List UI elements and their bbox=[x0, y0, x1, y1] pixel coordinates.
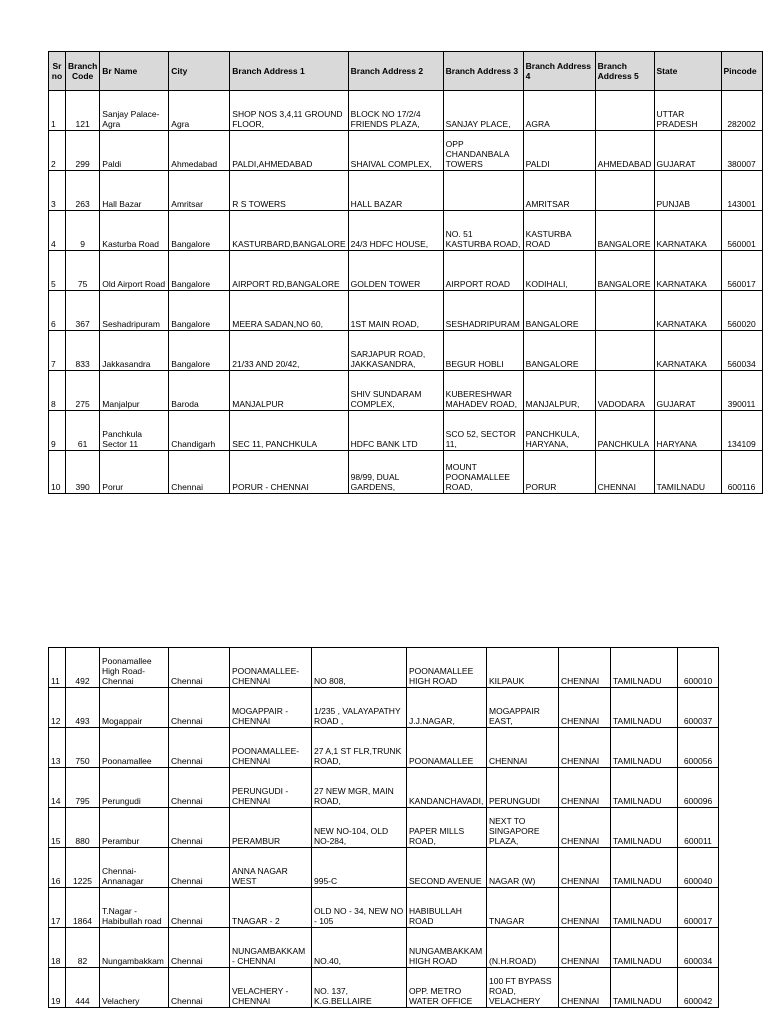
cell-address-3: KANDANCHAVADI, bbox=[407, 768, 487, 808]
cell-br-name: Mogappair bbox=[100, 688, 169, 728]
table-row bbox=[49, 331, 763, 371]
cell-address-3: POONAMALLEE HIGH ROAD bbox=[407, 648, 487, 688]
cell-city: Chennai bbox=[169, 928, 230, 968]
cell-address-5: CHENNAI bbox=[559, 648, 611, 688]
cell-state: HARYANA bbox=[654, 411, 721, 451]
cell-sr-no: 12 bbox=[49, 688, 66, 728]
cell-city: Chandigarh bbox=[169, 411, 230, 451]
cell-address-1: VELACHERY - CHENNAI bbox=[230, 968, 312, 1008]
table-row bbox=[49, 768, 719, 808]
cell-pincode: 134109 bbox=[721, 411, 762, 451]
cell-address-2: HDFC BANK LTD bbox=[348, 411, 443, 451]
cell-address-3: OPP. METRO WATER OFFICE bbox=[407, 968, 487, 1008]
cell-address-1: MANJALPUR bbox=[230, 371, 348, 411]
cell-address-5: CHENNAI bbox=[559, 768, 611, 808]
table-row bbox=[49, 728, 719, 768]
cell-address-2: 98/99, DUAL GARDENS, bbox=[348, 451, 443, 494]
cell-address-2: SHIV SUNDARAM COMPLEX, bbox=[348, 371, 443, 411]
cell-state: TAMILNADU bbox=[611, 968, 678, 1008]
table-row bbox=[49, 848, 719, 888]
cell-address-1: PERAMBUR bbox=[230, 808, 312, 848]
col-header-state: State bbox=[654, 52, 721, 91]
cell-address-1: PORUR - CHENNAI bbox=[230, 451, 348, 494]
cell-address-2: 1ST MAIN ROAD, bbox=[348, 291, 443, 331]
cell-address-5: CHENNAI bbox=[559, 728, 611, 768]
cell-address-2: HALL BAZAR bbox=[348, 171, 443, 211]
cell-br-name: Sanjay Palace-Agra bbox=[100, 91, 169, 131]
cell-branch-code: 1225 bbox=[66, 848, 100, 888]
cell-state: TAMILNADU bbox=[611, 888, 678, 928]
cell-address-5: CHENNAI bbox=[559, 808, 611, 848]
cell-address-4: PALDI bbox=[523, 131, 595, 171]
cell-state: TAMILNADU bbox=[654, 451, 721, 494]
cell-br-name: Chennai-Annanagar bbox=[100, 848, 169, 888]
cell-address-3: POONAMALLEE bbox=[407, 728, 487, 768]
branch-table-2 bbox=[48, 647, 719, 1008]
cell-br-name: Hall Bazar bbox=[100, 171, 169, 211]
cell-city: Chennai bbox=[169, 848, 230, 888]
cell-address-2: SHAIVAL COMPLEX, bbox=[348, 131, 443, 171]
cell-address-4: BANGALORE bbox=[523, 331, 595, 371]
cell-address-1: PALDI,AHMEDABAD bbox=[230, 131, 348, 171]
cell-address-5: AHMEDABAD bbox=[595, 131, 654, 171]
col-header-br-name: Br Name bbox=[100, 52, 169, 91]
cell-pincode: 600011 bbox=[678, 808, 719, 848]
cell-sr-no: 6 bbox=[49, 291, 66, 331]
cell-address-2: NO.40, bbox=[312, 928, 407, 968]
cell-address-3: KUBERESHWAR MAHADEV ROAD, bbox=[443, 371, 523, 411]
cell-sr-no: 7 bbox=[49, 331, 66, 371]
cell-address-5 bbox=[595, 91, 654, 131]
col-header-address-1: Branch Address 1 bbox=[230, 52, 348, 91]
cell-br-name: Poonamallee High Road-Chennai bbox=[100, 648, 169, 688]
cell-address-2: OLD NO - 34, NEW NO - 105 bbox=[312, 888, 407, 928]
cell-address-4: NAGAR (W) bbox=[487, 848, 559, 888]
cell-pincode: 600042 bbox=[678, 968, 719, 1008]
cell-address-5: CHENNAI bbox=[559, 928, 611, 968]
cell-state: TAMILNADU bbox=[611, 728, 678, 768]
cell-state: KARNATAKA bbox=[654, 211, 721, 251]
cell-br-name: T.Nagar - Habibullah road bbox=[100, 888, 169, 928]
cell-city: Baroda bbox=[169, 371, 230, 411]
cell-branch-code: 444 bbox=[66, 968, 100, 1008]
cell-address-2: 1/235 , VALAYAPATHY ROAD , bbox=[312, 688, 407, 728]
cell-address-5: CHENNAI bbox=[559, 688, 611, 728]
cell-sr-no: 4 bbox=[49, 211, 66, 251]
cell-address-3: BEGUR HOBLI bbox=[443, 331, 523, 371]
cell-branch-code: 121 bbox=[66, 91, 100, 131]
branch-table-1 bbox=[48, 51, 763, 494]
cell-address-3 bbox=[443, 171, 523, 211]
cell-branch-code: 9 bbox=[66, 211, 100, 251]
cell-branch-code: 82 bbox=[66, 928, 100, 968]
cell-address-2: 27 A,1 ST FLR,TRUNK ROAD, bbox=[312, 728, 407, 768]
cell-address-5: BANGALORE bbox=[595, 211, 654, 251]
cell-sr-no: 17 bbox=[49, 888, 66, 928]
cell-branch-code: 61 bbox=[66, 411, 100, 451]
cell-address-5: BANGALORE bbox=[595, 251, 654, 291]
cell-branch-code: 75 bbox=[66, 251, 100, 291]
cell-address-4: PERUNGUDI bbox=[487, 768, 559, 808]
cell-address-2: NO 808, bbox=[312, 648, 407, 688]
cell-pincode: 600040 bbox=[678, 848, 719, 888]
cell-address-5 bbox=[595, 171, 654, 211]
table-row bbox=[49, 211, 763, 251]
cell-address-2: NO. 137, K.G.BELLAIRE bbox=[312, 968, 407, 1008]
cell-address-5: CHENNAI bbox=[559, 968, 611, 1008]
cell-pincode: 380007 bbox=[721, 131, 762, 171]
cell-branch-code: 275 bbox=[66, 371, 100, 411]
table-row bbox=[49, 131, 763, 171]
cell-city: Bangalore bbox=[169, 331, 230, 371]
cell-city: Ahmedabad bbox=[169, 131, 230, 171]
cell-address-4: KILPAUK bbox=[487, 648, 559, 688]
header-row bbox=[49, 52, 763, 91]
cell-address-2: NEW NO-104, OLD NO-284, bbox=[312, 808, 407, 848]
cell-state: GUJARAT bbox=[654, 371, 721, 411]
table-row bbox=[49, 688, 719, 728]
cell-pincode: 600034 bbox=[678, 928, 719, 968]
cell-city: Chennai bbox=[169, 451, 230, 494]
cell-address-2: BLOCK NO 17/2/4 FRIENDS PLAZA, bbox=[348, 91, 443, 131]
cell-address-4: PORUR bbox=[523, 451, 595, 494]
cell-br-name: Perungudi bbox=[100, 768, 169, 808]
cell-sr-no: 14 bbox=[49, 768, 66, 808]
cell-city: Chennai bbox=[169, 888, 230, 928]
col-header-address-4: Branch Address 4 bbox=[523, 52, 595, 91]
cell-branch-code: 493 bbox=[66, 688, 100, 728]
cell-br-name: Seshadripuram bbox=[100, 291, 169, 331]
cell-pincode: 390011 bbox=[721, 371, 762, 411]
col-header-city: City bbox=[169, 52, 230, 91]
cell-address-1: AIRPORT RD,BANGALORE bbox=[230, 251, 348, 291]
cell-branch-code: 390 bbox=[66, 451, 100, 494]
cell-address-4: NEXT TO SINGAPORE PLAZA, bbox=[487, 808, 559, 848]
cell-state: KARNATAKA bbox=[654, 291, 721, 331]
cell-branch-code: 750 bbox=[66, 728, 100, 768]
table-row bbox=[49, 371, 763, 411]
cell-address-4: MOGAPPAIR EAST, bbox=[487, 688, 559, 728]
cell-address-2: 27 NEW MGR, MAIN ROAD, bbox=[312, 768, 407, 808]
cell-sr-no: 2 bbox=[49, 131, 66, 171]
cell-sr-no: 10 bbox=[49, 451, 66, 494]
cell-address-4: BANGALORE bbox=[523, 291, 595, 331]
cell-sr-no: 8 bbox=[49, 371, 66, 411]
cell-city: Chennai bbox=[169, 808, 230, 848]
cell-branch-code: 833 bbox=[66, 331, 100, 371]
cell-state: TAMILNADU bbox=[611, 648, 678, 688]
cell-branch-code: 367 bbox=[66, 291, 100, 331]
table-row bbox=[49, 648, 719, 688]
cell-address-5: CHENNAI bbox=[559, 888, 611, 928]
cell-city: Bangalore bbox=[169, 211, 230, 251]
cell-sr-no: 9 bbox=[49, 411, 66, 451]
cell-address-4: KASTURBA ROAD bbox=[523, 211, 595, 251]
cell-br-name: Perambur bbox=[100, 808, 169, 848]
cell-address-1: R S TOWERS bbox=[230, 171, 348, 211]
cell-address-4: (N.H.ROAD) bbox=[487, 928, 559, 968]
cell-pincode: 600096 bbox=[678, 768, 719, 808]
cell-br-name: Nungambakkam bbox=[100, 928, 169, 968]
cell-address-3: MOUNT POONAMALLEE ROAD, bbox=[443, 451, 523, 494]
cell-sr-no: 1 bbox=[49, 91, 66, 131]
cell-address-3: AIRPORT ROAD bbox=[443, 251, 523, 291]
cell-branch-code: 795 bbox=[66, 768, 100, 808]
col-header-branch-code: Branch Code bbox=[66, 52, 100, 91]
cell-address-3: NUNGAMBAKKAM HIGH ROAD bbox=[407, 928, 487, 968]
cell-address-4: AGRA bbox=[523, 91, 595, 131]
cell-address-5 bbox=[595, 291, 654, 331]
cell-address-4: KODIHALI, bbox=[523, 251, 595, 291]
cell-state: TAMILNADU bbox=[611, 808, 678, 848]
cell-city: Chennai bbox=[169, 648, 230, 688]
table-1-body bbox=[49, 91, 763, 494]
table-row bbox=[49, 291, 763, 331]
cell-pincode: 560017 bbox=[721, 251, 762, 291]
cell-sr-no: 11 bbox=[49, 648, 66, 688]
cell-address-1: NUNGAMBAKKAM - CHENNAI bbox=[230, 928, 312, 968]
cell-state: TAMILNADU bbox=[611, 848, 678, 888]
cell-city: Amritsar bbox=[169, 171, 230, 211]
cell-address-4: PANCHKULA, HARYANA, bbox=[523, 411, 595, 451]
cell-state: KARNATAKA bbox=[654, 251, 721, 291]
cell-br-name: Old Airport Road bbox=[100, 251, 169, 291]
cell-address-4: AMRITSAR bbox=[523, 171, 595, 211]
cell-sr-no: 19 bbox=[49, 968, 66, 1008]
cell-address-4: TNAGAR bbox=[487, 888, 559, 928]
cell-pincode: 600010 bbox=[678, 648, 719, 688]
cell-city: Agra bbox=[169, 91, 230, 131]
table-row bbox=[49, 808, 719, 848]
cell-sr-no: 13 bbox=[49, 728, 66, 768]
cell-br-name: Velachery bbox=[100, 968, 169, 1008]
cell-address-3: J.J.NAGAR, bbox=[407, 688, 487, 728]
col-header-address-5: Branch Address 5 bbox=[595, 52, 654, 91]
cell-state: TAMILNADU bbox=[611, 928, 678, 968]
cell-address-4: 100 FT BYPASS ROAD, VELACHERY bbox=[487, 968, 559, 1008]
cell-address-3: SESHADRIPURAM bbox=[443, 291, 523, 331]
cell-address-5: VADODARA bbox=[595, 371, 654, 411]
cell-address-5: PANCHKULA bbox=[595, 411, 654, 451]
table-row bbox=[49, 171, 763, 211]
cell-state: UTTAR PRADESH bbox=[654, 91, 721, 131]
cell-pincode: 143001 bbox=[721, 171, 762, 211]
cell-address-2: SARJAPUR ROAD, JAKKASANDRA, bbox=[348, 331, 443, 371]
cell-address-4: CHENNAI bbox=[487, 728, 559, 768]
cell-branch-code: 880 bbox=[66, 808, 100, 848]
cell-state: GUJARAT bbox=[654, 131, 721, 171]
cell-city: Bangalore bbox=[169, 291, 230, 331]
cell-br-name: Jakkasandra bbox=[100, 331, 169, 371]
table-row bbox=[49, 888, 719, 928]
cell-address-5 bbox=[595, 331, 654, 371]
cell-branch-code: 1864 bbox=[66, 888, 100, 928]
cell-br-name: Porur bbox=[100, 451, 169, 494]
table-row bbox=[49, 451, 763, 494]
cell-branch-code: 492 bbox=[66, 648, 100, 688]
cell-pincode: 560034 bbox=[721, 331, 762, 371]
cell-address-1: ANNA NAGAR WEST bbox=[230, 848, 312, 888]
cell-branch-code: 299 bbox=[66, 131, 100, 171]
cell-br-name: Panchkula Sector 11 bbox=[100, 411, 169, 451]
cell-br-name: Poonamallee bbox=[100, 728, 169, 768]
col-header-address-2: Branch Address 2 bbox=[348, 52, 443, 91]
cell-sr-no: 5 bbox=[49, 251, 66, 291]
cell-pincode: 600017 bbox=[678, 888, 719, 928]
cell-br-name: Manjalpur bbox=[100, 371, 169, 411]
cell-sr-no: 18 bbox=[49, 928, 66, 968]
cell-pincode: 600037 bbox=[678, 688, 719, 728]
cell-address-3: PAPER MILLS ROAD, bbox=[407, 808, 487, 848]
cell-sr-no: 15 bbox=[49, 808, 66, 848]
cell-state: KARNATAKA bbox=[654, 331, 721, 371]
cell-address-2: 24/3 HDFC HOUSE, bbox=[348, 211, 443, 251]
cell-address-3: OPP CHANDANBALA TOWERS bbox=[443, 131, 523, 171]
cell-city: Chennai bbox=[169, 968, 230, 1008]
cell-pincode: 282002 bbox=[721, 91, 762, 131]
cell-state: PUNJAB bbox=[654, 171, 721, 211]
table-2-body bbox=[49, 648, 719, 1008]
cell-pincode: 600116 bbox=[721, 451, 762, 494]
table-row bbox=[49, 91, 763, 131]
table-row bbox=[49, 928, 719, 968]
cell-address-1: 21/33 AND 20/42, bbox=[230, 331, 348, 371]
cell-address-1: POONAMALLEE-CHENNAI bbox=[230, 648, 312, 688]
cell-address-3: NO. 51 KASTURBA ROAD, bbox=[443, 211, 523, 251]
cell-city: Chennai bbox=[169, 768, 230, 808]
table-row bbox=[49, 968, 719, 1008]
cell-address-1: PERUNGUDI - CHENNAI bbox=[230, 768, 312, 808]
cell-pincode: 560020 bbox=[721, 291, 762, 331]
cell-address-3: SCO 52, SECTOR 11, bbox=[443, 411, 523, 451]
cell-address-1: SEC 11, PANCHKULA bbox=[230, 411, 348, 451]
cell-pincode: 560001 bbox=[721, 211, 762, 251]
cell-address-1: MEERA SADAN,NO 60, bbox=[230, 291, 348, 331]
cell-state: TAMILNADU bbox=[611, 688, 678, 728]
cell-state: TAMILNADU bbox=[611, 768, 678, 808]
cell-city: Chennai bbox=[169, 688, 230, 728]
cell-pincode: 600056 bbox=[678, 728, 719, 768]
cell-city: Bangalore bbox=[169, 251, 230, 291]
col-header-pincode: Pincode bbox=[721, 52, 762, 91]
cell-address-1: POONAMALLEE-CHENNAI bbox=[230, 728, 312, 768]
table-row bbox=[49, 411, 763, 451]
cell-address-1: KASTURBARD,BANGALORE bbox=[230, 211, 348, 251]
cell-address-5: CHENNAI bbox=[559, 848, 611, 888]
cell-branch-code: 263 bbox=[66, 171, 100, 211]
col-header-sr-no: Sr no bbox=[49, 52, 66, 91]
cell-address-4: MANJALPUR, bbox=[523, 371, 595, 411]
cell-address-2: GOLDEN TOWER bbox=[348, 251, 443, 291]
cell-br-name: Kasturba Road bbox=[100, 211, 169, 251]
cell-address-3: HABIBULLAH ROAD bbox=[407, 888, 487, 928]
col-header-address-3: Branch Address 3 bbox=[443, 52, 523, 91]
cell-br-name: Paldi bbox=[100, 131, 169, 171]
cell-sr-no: 3 bbox=[49, 171, 66, 211]
cell-address-2: 995-C bbox=[312, 848, 407, 888]
cell-city: Chennai bbox=[169, 728, 230, 768]
cell-address-1: MOGAPPAIR - CHENNAI bbox=[230, 688, 312, 728]
cell-address-3: SECOND AVENUE bbox=[407, 848, 487, 888]
cell-sr-no: 16 bbox=[49, 848, 66, 888]
cell-address-3: SANJAY PLACE, bbox=[443, 91, 523, 131]
cell-address-5: CHENNAI bbox=[595, 451, 654, 494]
cell-address-1: TNAGAR - 2 bbox=[230, 888, 312, 928]
cell-address-1: SHOP NOS 3,4,11 GROUND FLOOR, bbox=[230, 91, 348, 131]
table-row bbox=[49, 251, 763, 291]
